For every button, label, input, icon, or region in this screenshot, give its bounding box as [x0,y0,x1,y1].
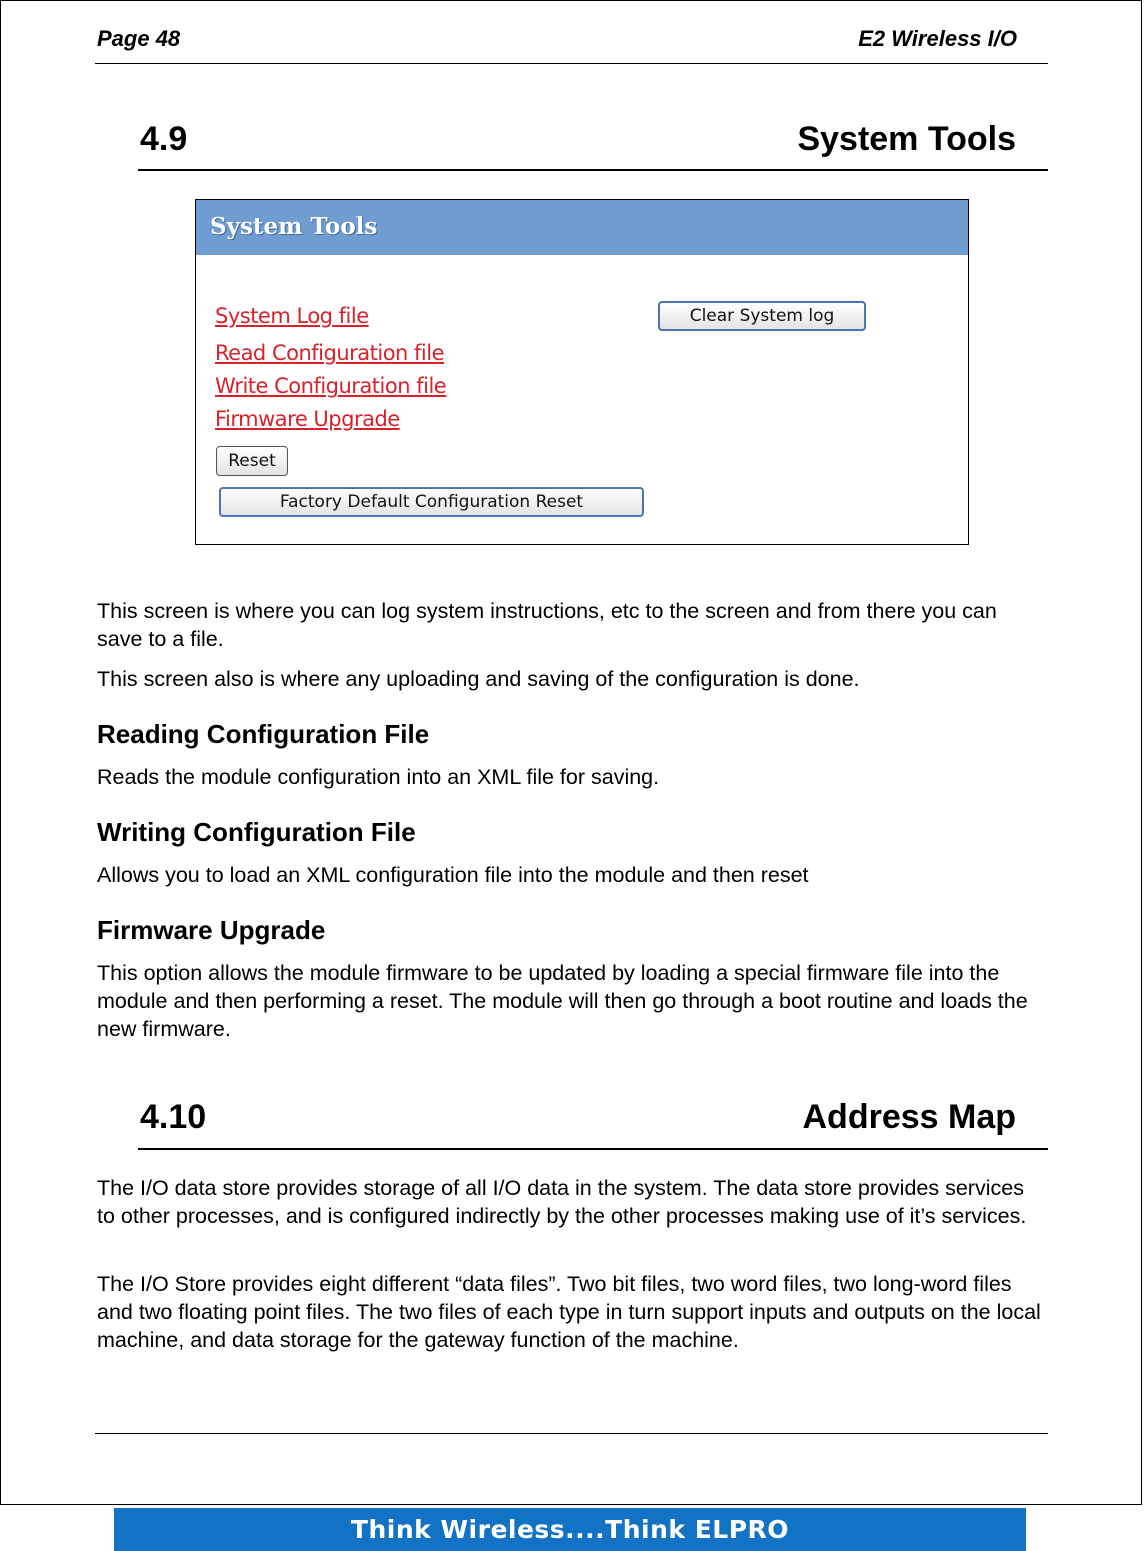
section-4-10-number: 4.10 [140,1098,207,1136]
section-4-10-title: Address Map [802,1098,1016,1136]
footer-rule [95,1433,1048,1434]
section-4-9-title: System Tools [797,120,1016,158]
reading-config-heading: Reading Configuration File [97,719,430,749]
panel-title: System Tools [210,213,378,240]
firmware-upgrade-heading: Firmware Upgrade [97,915,326,945]
factory-default-reset-button[interactable]: Factory Default Configuration Reset [219,487,644,517]
clear-system-log-button[interactable]: Clear System log [658,301,866,331]
footer-banner: Think Wireless....Think ELPRO [114,1508,1026,1551]
upload-paragraph: This screen also is where any uploading and saving of the configuration is done. [97,667,860,691]
read-configuration-file-link[interactable]: Read Configuration file [215,341,445,365]
firmware-upgrade-link[interactable]: Firmware Upgrade [215,407,400,431]
firmware-upgrade-text: This option allows the module firmware to be updated by loading a special firmware file into the module and then performing a reset. The module will then go through a boot routine and loads the new firmware. [97,961,1028,1041]
writing-config-text: Allows you to load an XML configuration file into the module and then reset [97,863,809,887]
document-title: E2 Wireless I/O [858,26,1017,51]
system-log-file-link[interactable]: System Log file [215,304,369,328]
reset-button[interactable]: Reset [216,446,288,476]
write-configuration-file-link[interactable]: Write Configuration file [215,374,447,398]
section-4-9-rule [138,169,1048,171]
header-rule [95,63,1048,64]
writing-config-heading: Writing Configuration File [97,817,416,847]
data-store-paragraph: The I/O data store provides storage of all I/O data in the system. The data store provides services to other processes, and is configured indirectly by the other processes making use of it’s services. [97,1176,1027,1228]
panel-header [196,200,968,255]
system-tools-screenshot [195,199,969,545]
reading-config-text: Reads the module configuration into an XML file for saving. [97,765,660,789]
section-4-9-number: 4.9 [140,120,188,158]
section-4-10-rule [138,1148,1048,1150]
io-store-paragraph: The I/O Store provides eight different “data files”. Two bit files, two word files, two long-word files and two floating point files. The two files of each type in turn support inputs and outputs on the local machine, and data storage for the gateway function of the machine. [97,1272,1041,1352]
page-number: Page 48 [97,26,181,51]
intro-paragraph: This screen is where you can log system instructions, etc to the screen and from there you can save to a file. [97,599,997,651]
